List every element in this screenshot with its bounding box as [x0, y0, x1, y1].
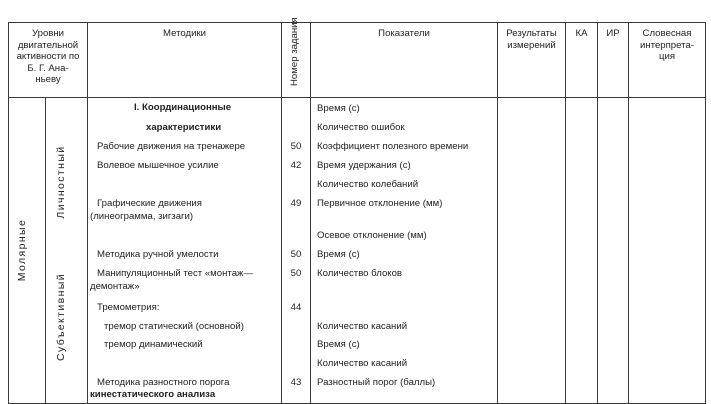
level-personal: Личностный [55, 145, 67, 219]
indicator-cell: Разностный порог (баллы) [317, 377, 436, 388]
task-number-cell: 50 [290, 141, 302, 152]
header-levels: Уровни двигательной активности по Б. Г. Ана- ньеву [16, 28, 80, 85]
level-subdivider [45, 97, 46, 404]
method-cell: Рабочие движения на тренажере [97, 141, 246, 152]
task-number-cell: 50 [290, 249, 302, 260]
indicator-cell: Количество касаний [317, 321, 408, 332]
table-top-border [8, 22, 706, 23]
indicator-cell: Осевое отклонение (мм) [317, 230, 427, 241]
task-number-cell: 44 [290, 302, 302, 313]
level-subjective: Субъективный [55, 273, 67, 361]
indicator-cell: Первичное отклонение (мм) [317, 198, 443, 209]
indicator-cell: Количество колебаний [317, 179, 419, 190]
method-cell: Волевое мышечное усилие [97, 160, 219, 171]
method-cell: тремор динамический [104, 339, 203, 350]
indicator-cell: Время (с) [317, 339, 360, 350]
method-cell: (линеограмма, зигзаги) [90, 211, 194, 222]
task-number-cell: 42 [290, 160, 302, 171]
method-cell: демонтаж» [90, 281, 140, 292]
header-results: Результаты измерений [506, 28, 557, 51]
indicator-cell: Время удержания (с) [317, 160, 411, 171]
indicator-cell: Количество блоков [317, 268, 403, 279]
method-section-title: I. Координационные [134, 102, 232, 113]
col-divider-number [281, 22, 282, 404]
col-divider-indicators [310, 22, 311, 404]
col-divider-ka [565, 22, 566, 404]
header-task-number: Номер задания [289, 17, 300, 86]
method-cell: Методика разностного порога [97, 377, 230, 388]
method-cell: Тремометрия: [97, 302, 160, 313]
task-number-cell: 43 [290, 377, 302, 388]
indicator-cell: Количество ошибок [317, 122, 405, 133]
method-cell: Манипуляционный тест «монтаж— [97, 268, 254, 279]
method-cell: Методика ручной умелости [97, 249, 219, 260]
table-right-border [705, 22, 706, 404]
header-ka: КА [575, 28, 588, 39]
header-indicators: Показатели [378, 28, 430, 39]
col-divider-methods [87, 22, 88, 404]
header-bottom-border [8, 97, 706, 98]
method-cell: тремор статический (основной) [104, 321, 244, 332]
header-ir: ИР [606, 28, 620, 39]
header-methods: Методики [162, 28, 207, 39]
indicator-cell: Количество касаний [317, 358, 408, 369]
indicator-cell: Время (с) [317, 249, 360, 260]
col-divider-ir [597, 22, 598, 404]
level-molar: Молярные [16, 218, 28, 282]
indicator-cell: Время (с) [317, 103, 360, 114]
method-section-title-cont: характеристики [146, 122, 222, 133]
indicator-cell: Коэффициент полезного времени [317, 141, 469, 152]
task-number-cell: 49 [290, 198, 302, 209]
header-verbal: Словесная интерпрета- ция [640, 28, 694, 62]
col-divider-results [497, 22, 498, 404]
method-cell: Графические движения [97, 198, 202, 209]
task-number-cell: 50 [290, 268, 302, 279]
col-divider-verbal [628, 22, 629, 404]
method-cell: кинестатического анализа [90, 389, 216, 400]
